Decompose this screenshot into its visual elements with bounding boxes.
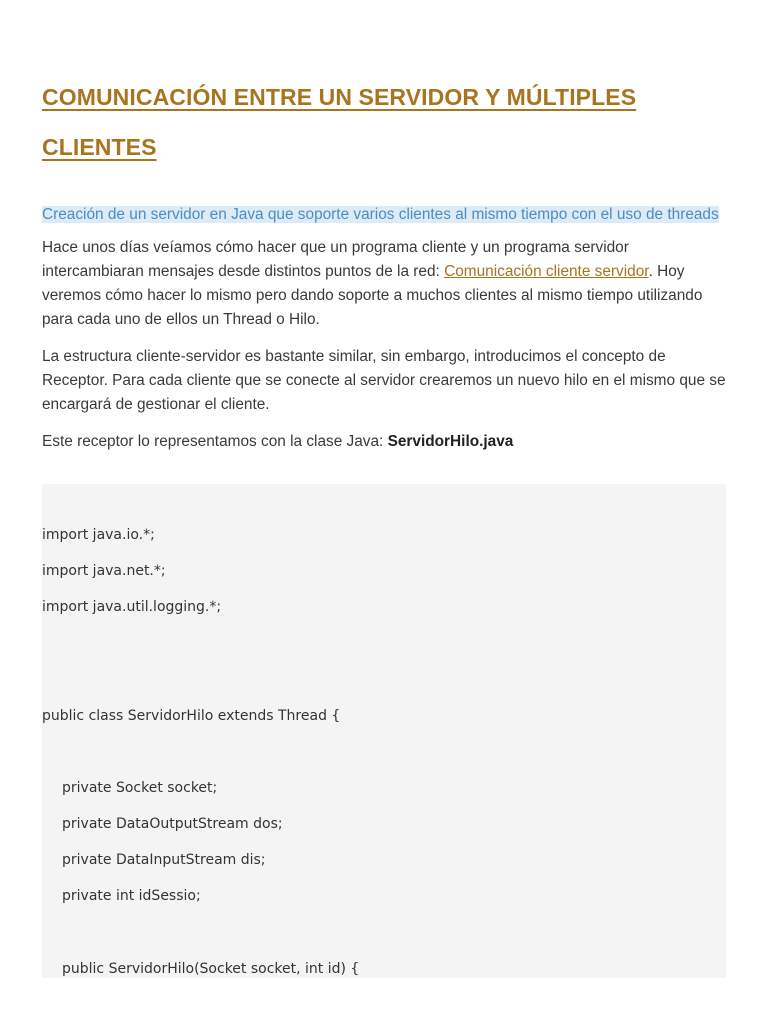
code-line-field-dis: private DataInputStream dis; [62, 852, 266, 868]
code-line-field-dos: private DataOutputStream dos; [62, 816, 283, 832]
intro-text-before: Hace unos días veíamos cómo hacer que un programa cliente y un programa servidor intercambiaran mensajes desde distintos puntos de la red: [42, 239, 629, 280]
class-filename: ServidorHilo.java [387, 433, 514, 450]
code-line-field-socket: private Socket socket; [62, 780, 218, 796]
code-line-class-declaration: public class ServidorHilo extends Thread { [42, 708, 341, 724]
code-line-import-io: import java.io.*; [42, 527, 155, 543]
client-server-link[interactable]: Comunicación cliente servidor [444, 263, 649, 280]
code-block [42, 484, 726, 978]
receptor-paragraph [42, 430, 726, 454]
article [42, 0, 726, 977]
code-line-constructor: public ServidorHilo(Socket socket, int id) { [62, 961, 360, 977]
subtitle-text: Creación de un servidor en Java que soporte varios clientes al mismo tiempo con el uso de threads [42, 206, 719, 223]
structure-paragraph: La estructura cliente-servidor es bastante similar, sin embargo, introducimos el concepto de Receptor. Para cada cliente que se conecte al servidor crearemos un nuevo hilo en el mismo que se encargará de gestionar el cliente. [42, 348, 726, 413]
receptor-text: Este receptor lo representamos con la clase Java: [42, 433, 388, 450]
intro-text-after: . Hoy veremos cómo hacer lo mismo pero dando soporte a muchos clientes al mismo tiempo utilizando para cada uno de ellos un Thread o Hilo. [42, 263, 703, 328]
intro-paragraph [42, 236, 726, 332]
code-line-import-logging: import java.util.logging.*; [42, 599, 222, 615]
code-line-import-net: import java.net.*; [42, 563, 166, 579]
page-title: COMUNICACIÓN ENTRE UN SERVIDOR Y MÚLTIPLES CLIENTES [42, 84, 637, 160]
article-subtitle [42, 203, 726, 226]
code-line-field-id: private int idSessio; [62, 888, 201, 904]
